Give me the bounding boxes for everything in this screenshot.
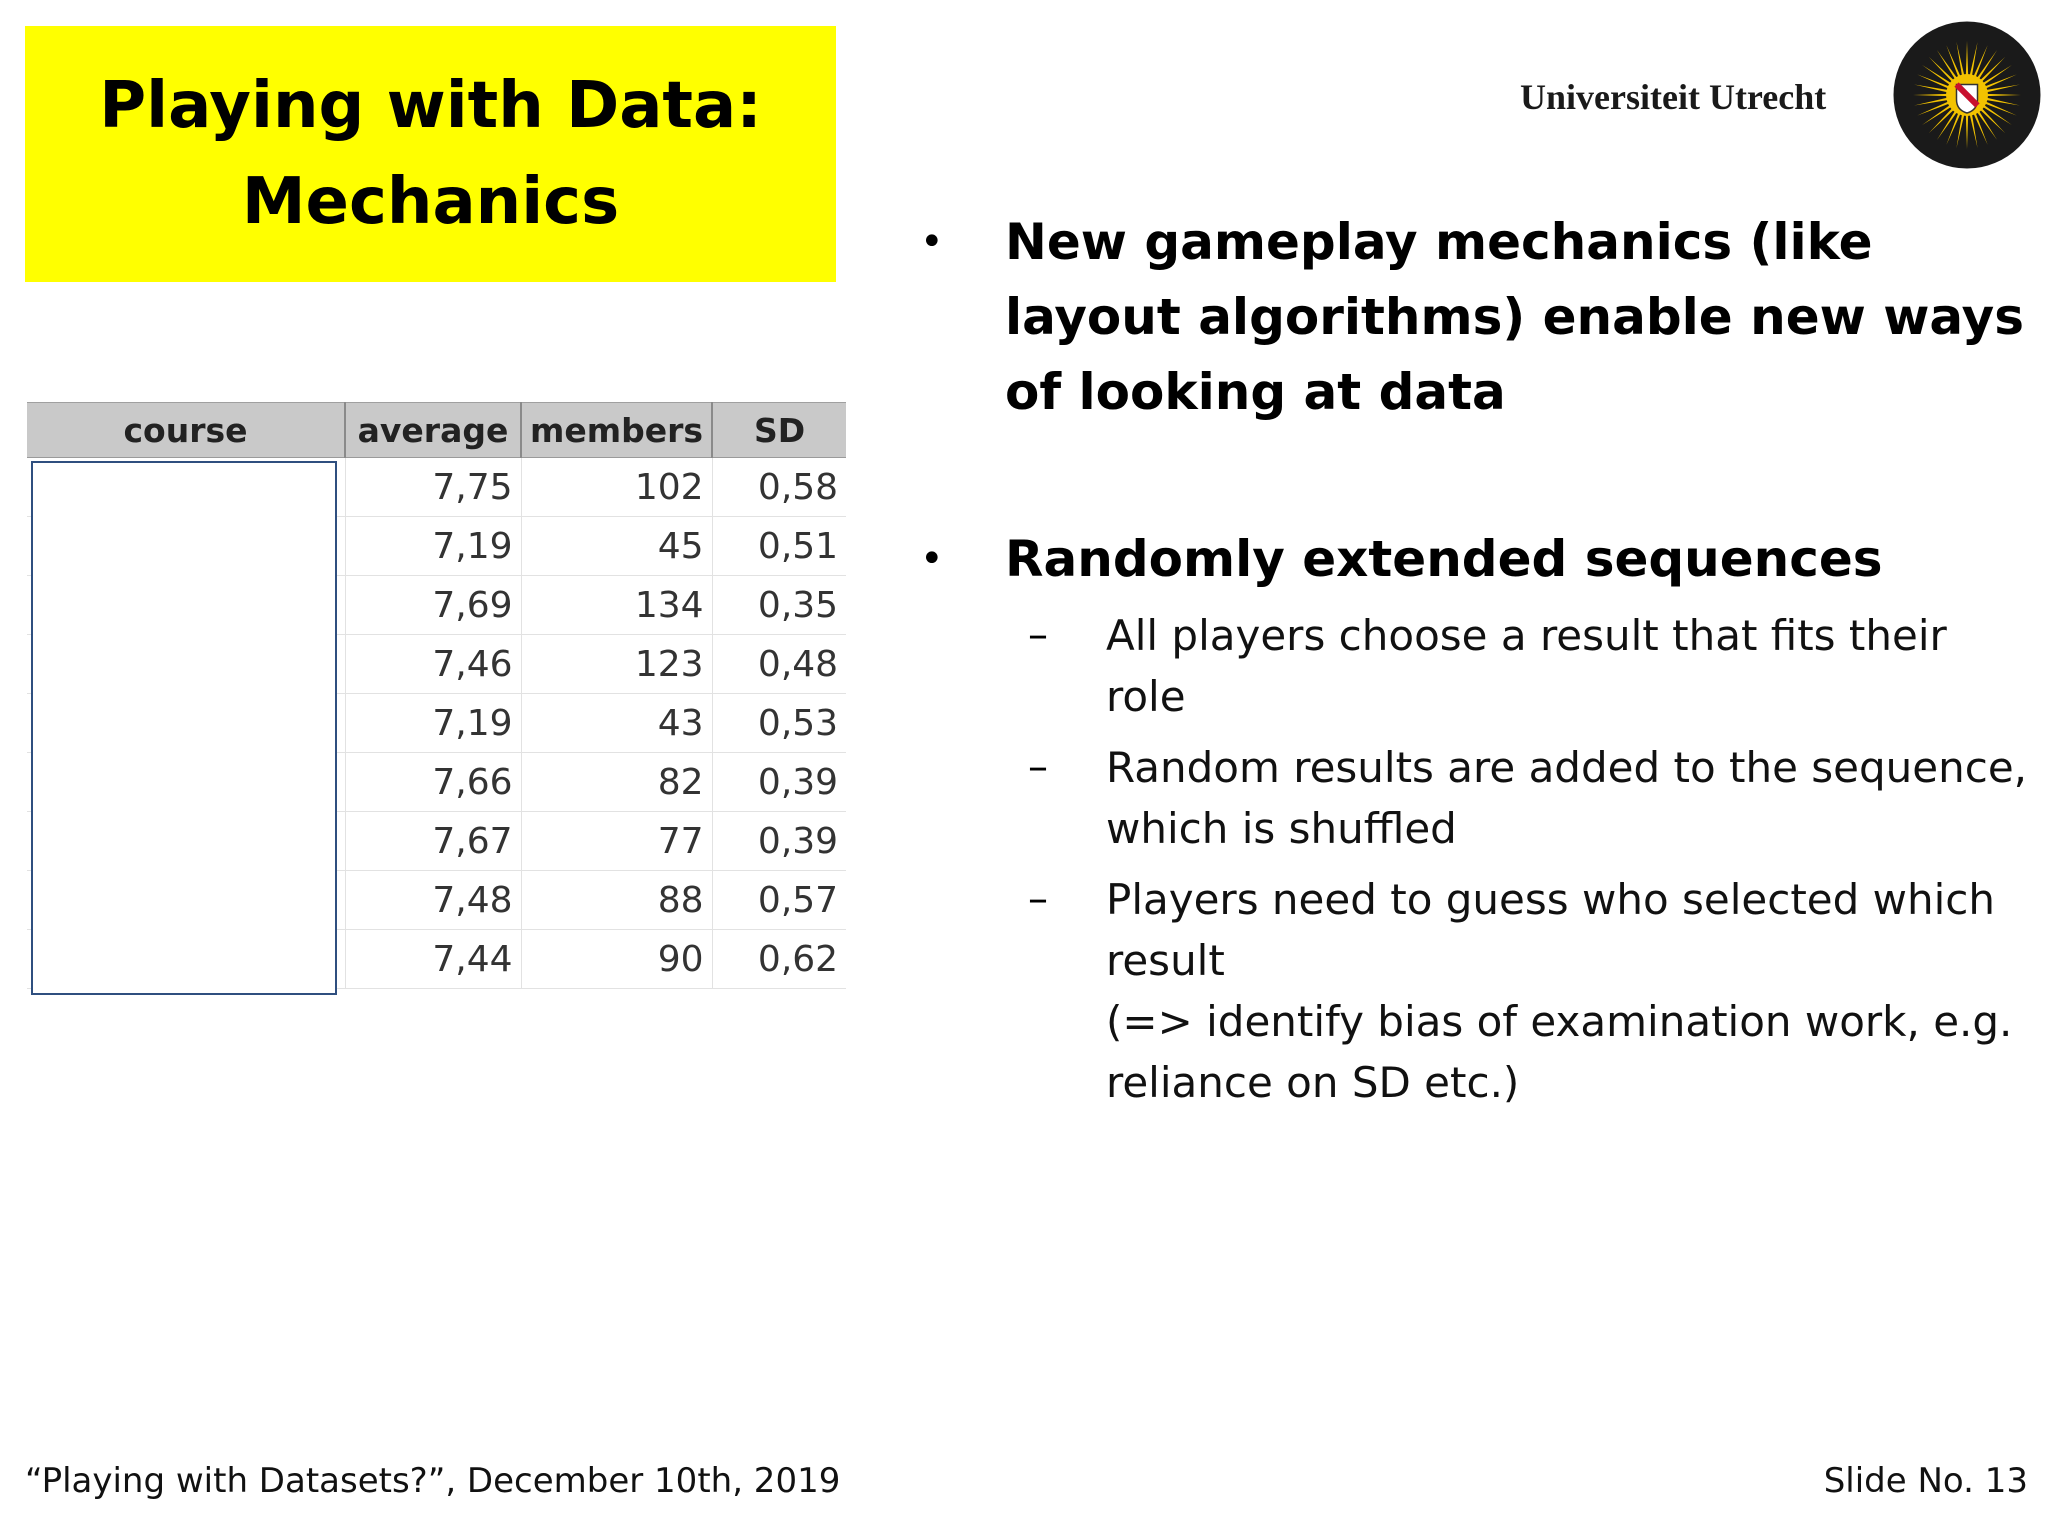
sd-cell: 0,53 [712,694,846,753]
university-logo [1520,20,2040,170]
members-cell: 123 [521,635,712,694]
bullet-dot: • [920,536,944,582]
sd-cell: 0,48 [712,635,846,694]
sub-item-2 [1028,737,2028,859]
sub-dash: – [1028,744,1048,790]
sd-cell: 0,35 [712,576,846,635]
course-column-cover [31,461,337,995]
header-course: course [27,403,345,458]
sub-item-3 [1028,869,2028,1113]
footer-right: Slide No. 13 [1823,1461,2028,1501]
members-cell: 77 [521,812,712,871]
average-cell: 7,46 [345,635,521,694]
sd-cell: 0,39 [712,812,846,871]
bullet-text-1: New gameplay mechanics (like layout algorithms) enable new ways of looking at data [1005,213,2024,421]
bullet-text-2: Randomly extended sequences [1005,530,1883,588]
members-cell: 88 [521,871,712,930]
table-header-row [27,403,846,458]
bullet-item-2 [920,522,2030,597]
average-cell: 7,19 [345,517,521,576]
bullet-item-1 [920,205,2030,430]
title-line-2: Mechanics [241,165,620,239]
sub-text-3: Players need to guess who selected which result (=> identify bias of examination work, e.g. reliance on SD etc.) [1106,875,2013,1107]
sd-cell: 0,57 [712,871,846,930]
sd-cell: 0,62 [712,930,846,989]
members-cell: 90 [521,930,712,989]
footer-left: “Playing with Datasets?”, December 10th, 2019 [25,1461,841,1501]
header-members: members [521,403,712,458]
members-cell: 134 [521,576,712,635]
title-box [25,26,836,282]
members-cell: 43 [521,694,712,753]
average-cell: 7,75 [345,458,521,517]
sub-text-1: All players choose a result that fits their role [1106,611,1947,721]
sd-cell: 0,39 [712,753,846,812]
members-cell: 102 [521,458,712,517]
sub-dash: – [1028,876,1048,922]
average-cell: 7,44 [345,930,521,989]
average-cell: 7,67 [345,812,521,871]
sub-item-1 [1028,605,2028,727]
sun-seal-icon [1892,20,2042,170]
header-sd: SD [712,403,846,458]
average-cell: 7,66 [345,753,521,812]
sub-dash: – [1028,612,1048,658]
members-cell: 82 [521,753,712,812]
average-cell: 7,19 [345,694,521,753]
members-cell: 45 [521,517,712,576]
sd-cell: 0,51 [712,517,846,576]
header-average: average [345,403,521,458]
sd-cell: 0,58 [712,458,846,517]
average-cell: 7,48 [345,871,521,930]
bullet-dot: • [920,219,944,265]
logo-text: Universiteit Utrecht [1520,77,1827,117]
sub-text-2: Random results are added to the sequence, which is shuffled [1106,743,2028,853]
average-cell: 7,69 [345,576,521,635]
title-line-1: Playing with Data: [99,69,762,143]
